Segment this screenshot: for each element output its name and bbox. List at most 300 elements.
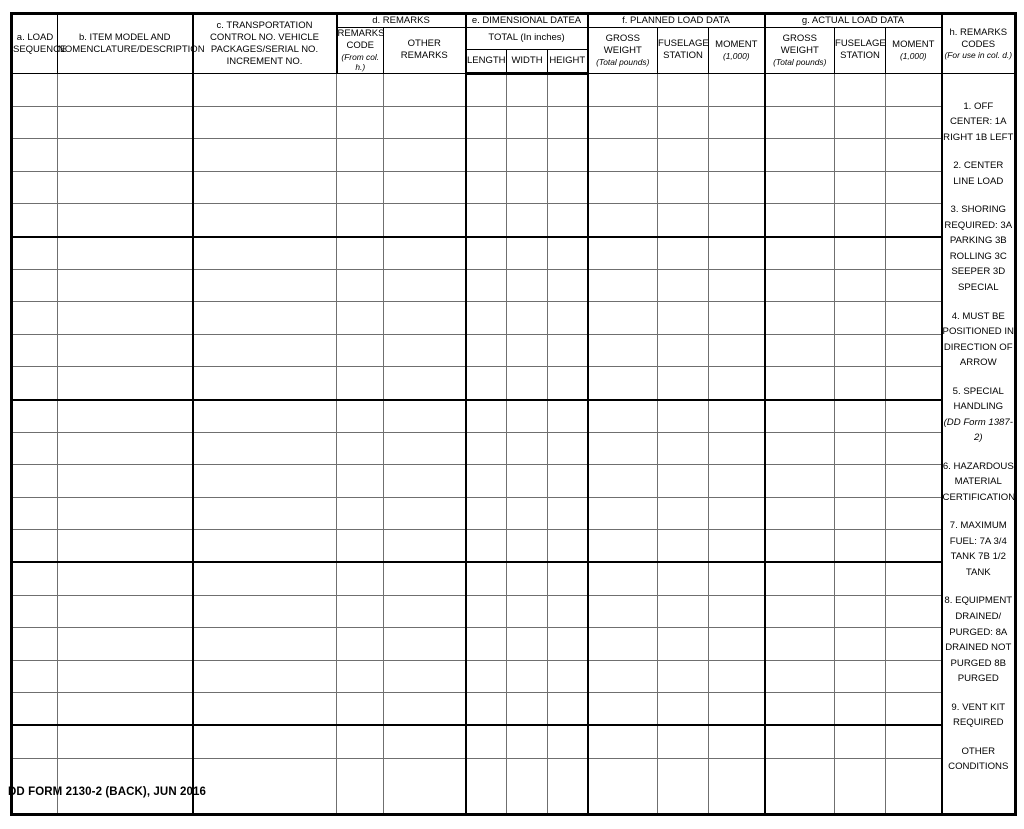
cell-a[interactable] <box>12 400 58 433</box>
cell-d_other[interactable] <box>384 497 466 529</box>
cell-e_width[interactable] <box>507 73 548 106</box>
cell-a[interactable] <box>12 334 58 366</box>
cell-f_gw[interactable] <box>588 204 658 237</box>
cell-e_height[interactable] <box>548 725 588 758</box>
cell-g_fs[interactable] <box>835 367 886 400</box>
cell-a[interactable] <box>12 73 58 106</box>
cell-c[interactable] <box>193 628 337 660</box>
cell-d_code[interactable] <box>337 204 384 237</box>
cell-f_mo[interactable] <box>709 693 765 726</box>
cell-c[interactable] <box>193 367 337 400</box>
cell-g_mo[interactable] <box>886 628 942 660</box>
cell-d_code[interactable] <box>337 595 384 627</box>
cell-e_width[interactable] <box>507 693 548 726</box>
cell-g_mo[interactable] <box>886 660 942 692</box>
cell-d_code[interactable] <box>337 758 384 814</box>
cell-d_code[interactable] <box>337 302 384 334</box>
cell-f_mo[interactable] <box>709 237 765 270</box>
cell-d_other[interactable] <box>384 562 466 595</box>
cell-e_height[interactable] <box>548 334 588 366</box>
cell-e_width[interactable] <box>507 432 548 464</box>
cell-f_mo[interactable] <box>709 139 765 171</box>
cell-f_mo[interactable] <box>709 497 765 529</box>
cell-d_other[interactable] <box>384 628 466 660</box>
cell-f_mo[interactable] <box>709 334 765 366</box>
cell-d_code[interactable] <box>337 497 384 529</box>
cell-e_width[interactable] <box>507 269 548 301</box>
cell-g_gw[interactable] <box>765 465 835 497</box>
cell-g_gw[interactable] <box>765 497 835 529</box>
cell-f_gw[interactable] <box>588 367 658 400</box>
cell-d_other[interactable] <box>384 693 466 726</box>
cell-b[interactable] <box>58 302 193 334</box>
cell-g_gw[interactable] <box>765 562 835 595</box>
cell-c[interactable] <box>193 237 337 270</box>
cell-f_gw[interactable] <box>588 334 658 366</box>
cell-c[interactable] <box>193 73 337 106</box>
cell-g_gw[interactable] <box>765 302 835 334</box>
cell-f_mo[interactable] <box>709 465 765 497</box>
cell-f_fs[interactable] <box>658 237 709 270</box>
cell-f_mo[interactable] <box>709 758 765 814</box>
cell-e_length[interactable] <box>466 660 507 692</box>
cell-e_width[interactable] <box>507 302 548 334</box>
cell-e_length[interactable] <box>466 628 507 660</box>
cell-f_gw[interactable] <box>588 400 658 433</box>
cell-f_gw[interactable] <box>588 237 658 270</box>
cell-a[interactable] <box>12 237 58 270</box>
cell-g_mo[interactable] <box>886 758 942 814</box>
cell-f_fs[interactable] <box>658 465 709 497</box>
cell-e_length[interactable] <box>466 73 507 106</box>
cell-e_width[interactable] <box>507 139 548 171</box>
cell-f_fs[interactable] <box>658 269 709 301</box>
cell-d_code[interactable] <box>337 628 384 660</box>
cell-e_height[interactable] <box>548 562 588 595</box>
cell-f_mo[interactable] <box>709 302 765 334</box>
cell-a[interactable] <box>12 269 58 301</box>
cell-f_fs[interactable] <box>658 171 709 203</box>
cell-d_other[interactable] <box>384 758 466 814</box>
cell-f_gw[interactable] <box>588 595 658 627</box>
cell-e_length[interactable] <box>466 595 507 627</box>
cell-g_mo[interactable] <box>886 465 942 497</box>
cell-a[interactable] <box>12 465 58 497</box>
cell-b[interactable] <box>58 465 193 497</box>
cell-d_code[interactable] <box>337 171 384 203</box>
cell-f_fs[interactable] <box>658 530 709 563</box>
cell-f_mo[interactable] <box>709 400 765 433</box>
cell-g_fs[interactable] <box>835 269 886 301</box>
cell-e_length[interactable] <box>466 107 507 139</box>
cell-d_other[interactable] <box>384 595 466 627</box>
cell-g_mo[interactable] <box>886 432 942 464</box>
cell-g_fs[interactable] <box>835 595 886 627</box>
cell-b[interactable] <box>58 595 193 627</box>
cell-g_mo[interactable] <box>886 139 942 171</box>
cell-g_mo[interactable] <box>886 204 942 237</box>
cell-g_fs[interactable] <box>835 497 886 529</box>
cell-g_gw[interactable] <box>765 400 835 433</box>
cell-c[interactable] <box>193 660 337 692</box>
cell-f_gw[interactable] <box>588 432 658 464</box>
cell-f_gw[interactable] <box>588 302 658 334</box>
cell-g_mo[interactable] <box>886 367 942 400</box>
cell-b[interactable] <box>58 204 193 237</box>
cell-e_height[interactable] <box>548 302 588 334</box>
cell-g_mo[interactable] <box>886 725 942 758</box>
cell-e_length[interactable] <box>466 237 507 270</box>
cell-f_fs[interactable] <box>658 139 709 171</box>
cell-c[interactable] <box>193 269 337 301</box>
cell-e_width[interactable] <box>507 725 548 758</box>
cell-f_mo[interactable] <box>709 171 765 203</box>
cell-f_mo[interactable] <box>709 204 765 237</box>
cell-e_length[interactable] <box>466 139 507 171</box>
cell-f_fs[interactable] <box>658 367 709 400</box>
cell-d_other[interactable] <box>384 660 466 692</box>
cell-g_gw[interactable] <box>765 758 835 814</box>
cell-f_mo[interactable] <box>709 628 765 660</box>
cell-g_gw[interactable] <box>765 725 835 758</box>
cell-b[interactable] <box>58 237 193 270</box>
cell-g_mo[interactable] <box>886 497 942 529</box>
cell-e_height[interactable] <box>548 269 588 301</box>
cell-a[interactable] <box>12 693 58 726</box>
cell-e_length[interactable] <box>466 758 507 814</box>
cell-f_fs[interactable] <box>658 432 709 464</box>
cell-e_width[interactable] <box>507 758 548 814</box>
cell-a[interactable] <box>12 562 58 595</box>
cell-e_length[interactable] <box>466 497 507 529</box>
cell-d_other[interactable] <box>384 107 466 139</box>
cell-f_fs[interactable] <box>658 334 709 366</box>
cell-b[interactable] <box>58 693 193 726</box>
cell-e_height[interactable] <box>548 595 588 627</box>
cell-b[interactable] <box>58 107 193 139</box>
cell-d_code[interactable] <box>337 139 384 171</box>
cell-f_mo[interactable] <box>709 725 765 758</box>
cell-e_height[interactable] <box>548 73 588 106</box>
cell-d_other[interactable] <box>384 204 466 237</box>
cell-e_height[interactable] <box>548 107 588 139</box>
cell-f_gw[interactable] <box>588 628 658 660</box>
cell-d_other[interactable] <box>384 237 466 270</box>
cell-e_width[interactable] <box>507 204 548 237</box>
cell-f_gw[interactable] <box>588 725 658 758</box>
cell-f_fs[interactable] <box>658 107 709 139</box>
cell-f_mo[interactable] <box>709 269 765 301</box>
cell-c[interactable] <box>193 693 337 726</box>
cell-d_other[interactable] <box>384 139 466 171</box>
cell-g_gw[interactable] <box>765 139 835 171</box>
cell-d_code[interactable] <box>337 693 384 726</box>
cell-g_mo[interactable] <box>886 302 942 334</box>
cell-f_gw[interactable] <box>588 530 658 563</box>
cell-e_width[interactable] <box>507 107 548 139</box>
cell-e_height[interactable] <box>548 497 588 529</box>
cell-e_length[interactable] <box>466 204 507 237</box>
cell-g_mo[interactable] <box>886 562 942 595</box>
cell-c[interactable] <box>193 139 337 171</box>
cell-g_fs[interactable] <box>835 465 886 497</box>
cell-b[interactable] <box>58 139 193 171</box>
cell-a[interactable] <box>12 171 58 203</box>
cell-g_gw[interactable] <box>765 660 835 692</box>
cell-b[interactable] <box>58 334 193 366</box>
cell-d_other[interactable] <box>384 171 466 203</box>
cell-g_gw[interactable] <box>765 367 835 400</box>
cell-a[interactable] <box>12 139 58 171</box>
cell-g_mo[interactable] <box>886 269 942 301</box>
cell-e_length[interactable] <box>466 432 507 464</box>
cell-d_other[interactable] <box>384 73 466 106</box>
cell-g_mo[interactable] <box>886 693 942 726</box>
cell-e_width[interactable] <box>507 465 548 497</box>
cell-e_height[interactable] <box>548 628 588 660</box>
cell-e_width[interactable] <box>507 628 548 660</box>
cell-c[interactable] <box>193 107 337 139</box>
cell-e_height[interactable] <box>548 204 588 237</box>
cell-e_length[interactable] <box>466 269 507 301</box>
cell-f_fs[interactable] <box>658 400 709 433</box>
cell-f_gw[interactable] <box>588 171 658 203</box>
cell-f_fs[interactable] <box>658 497 709 529</box>
cell-a[interactable] <box>12 660 58 692</box>
cell-e_width[interactable] <box>507 660 548 692</box>
cell-e_width[interactable] <box>507 334 548 366</box>
cell-d_code[interactable] <box>337 660 384 692</box>
cell-c[interactable] <box>193 204 337 237</box>
cell-f_gw[interactable] <box>588 660 658 692</box>
cell-e_length[interactable] <box>466 465 507 497</box>
cell-f_mo[interactable] <box>709 73 765 106</box>
cell-d_code[interactable] <box>337 725 384 758</box>
cell-b[interactable] <box>58 530 193 563</box>
cell-c[interactable] <box>193 595 337 627</box>
cell-g_mo[interactable] <box>886 73 942 106</box>
cell-e_width[interactable] <box>507 400 548 433</box>
cell-c[interactable] <box>193 497 337 529</box>
cell-f_gw[interactable] <box>588 758 658 814</box>
cell-g_fs[interactable] <box>835 302 886 334</box>
cell-f_gw[interactable] <box>588 107 658 139</box>
cell-f_mo[interactable] <box>709 107 765 139</box>
cell-e_length[interactable] <box>466 302 507 334</box>
cell-g_fs[interactable] <box>835 432 886 464</box>
cell-d_other[interactable] <box>384 432 466 464</box>
cell-g_mo[interactable] <box>886 107 942 139</box>
cell-c[interactable] <box>193 562 337 595</box>
cell-f_mo[interactable] <box>709 367 765 400</box>
cell-f_gw[interactable] <box>588 497 658 529</box>
cell-c[interactable] <box>193 432 337 464</box>
cell-c[interactable] <box>193 725 337 758</box>
cell-a[interactable] <box>12 628 58 660</box>
cell-d_other[interactable] <box>384 269 466 301</box>
cell-c[interactable] <box>193 465 337 497</box>
cell-a[interactable] <box>12 302 58 334</box>
cell-f_fs[interactable] <box>658 302 709 334</box>
cell-f_gw[interactable] <box>588 465 658 497</box>
cell-g_fs[interactable] <box>835 334 886 366</box>
cell-e_length[interactable] <box>466 530 507 563</box>
cell-b[interactable] <box>58 400 193 433</box>
cell-g_fs[interactable] <box>835 693 886 726</box>
cell-g_gw[interactable] <box>765 237 835 270</box>
cell-f_fs[interactable] <box>658 73 709 106</box>
cell-g_gw[interactable] <box>765 204 835 237</box>
cell-g_fs[interactable] <box>835 725 886 758</box>
cell-g_fs[interactable] <box>835 562 886 595</box>
cell-g_gw[interactable] <box>765 693 835 726</box>
cell-e_width[interactable] <box>507 530 548 563</box>
cell-g_mo[interactable] <box>886 595 942 627</box>
cell-f_gw[interactable] <box>588 139 658 171</box>
cell-e_width[interactable] <box>507 237 548 270</box>
cell-g_gw[interactable] <box>765 73 835 106</box>
cell-g_fs[interactable] <box>835 237 886 270</box>
cell-b[interactable] <box>58 562 193 595</box>
cell-g_fs[interactable] <box>835 171 886 203</box>
cell-f_fs[interactable] <box>658 595 709 627</box>
cell-g_mo[interactable] <box>886 400 942 433</box>
cell-d_code[interactable] <box>337 73 384 106</box>
cell-e_height[interactable] <box>548 758 588 814</box>
cell-e_height[interactable] <box>548 432 588 464</box>
cell-b[interactable] <box>58 367 193 400</box>
cell-f_fs[interactable] <box>658 562 709 595</box>
cell-a[interactable] <box>12 107 58 139</box>
cell-f_gw[interactable] <box>588 562 658 595</box>
cell-d_code[interactable] <box>337 465 384 497</box>
cell-f_fs[interactable] <box>658 693 709 726</box>
cell-g_fs[interactable] <box>835 204 886 237</box>
cell-e_width[interactable] <box>507 367 548 400</box>
cell-d_code[interactable] <box>337 107 384 139</box>
cell-e_height[interactable] <box>548 465 588 497</box>
cell-e_length[interactable] <box>466 693 507 726</box>
cell-c[interactable] <box>193 334 337 366</box>
cell-d_other[interactable] <box>384 302 466 334</box>
cell-d_other[interactable] <box>384 334 466 366</box>
cell-e_width[interactable] <box>507 562 548 595</box>
cell-g_gw[interactable] <box>765 269 835 301</box>
cell-f_mo[interactable] <box>709 595 765 627</box>
cell-e_height[interactable] <box>548 530 588 563</box>
cell-e_length[interactable] <box>466 334 507 366</box>
cell-d_other[interactable] <box>384 465 466 497</box>
cell-g_mo[interactable] <box>886 237 942 270</box>
cell-d_other[interactable] <box>384 400 466 433</box>
cell-b[interactable] <box>58 269 193 301</box>
cell-g_fs[interactable] <box>835 628 886 660</box>
cell-g_gw[interactable] <box>765 107 835 139</box>
cell-d_code[interactable] <box>337 562 384 595</box>
cell-c[interactable] <box>193 758 337 814</box>
cell-a[interactable] <box>12 595 58 627</box>
cell-f_fs[interactable] <box>658 758 709 814</box>
cell-g_gw[interactable] <box>765 595 835 627</box>
cell-d_other[interactable] <box>384 530 466 563</box>
cell-a[interactable] <box>12 432 58 464</box>
cell-f_fs[interactable] <box>658 660 709 692</box>
cell-g_gw[interactable] <box>765 334 835 366</box>
cell-a[interactable] <box>12 530 58 563</box>
cell-f_fs[interactable] <box>658 204 709 237</box>
cell-e_height[interactable] <box>548 367 588 400</box>
cell-g_fs[interactable] <box>835 758 886 814</box>
cell-g_mo[interactable] <box>886 334 942 366</box>
cell-e_height[interactable] <box>548 400 588 433</box>
cell-e_length[interactable] <box>466 725 507 758</box>
cell-f_mo[interactable] <box>709 530 765 563</box>
cell-e_length[interactable] <box>466 562 507 595</box>
cell-a[interactable] <box>12 204 58 237</box>
cell-f_fs[interactable] <box>658 725 709 758</box>
cell-e_width[interactable] <box>507 171 548 203</box>
cell-d_code[interactable] <box>337 367 384 400</box>
cell-f_gw[interactable] <box>588 693 658 726</box>
cell-g_gw[interactable] <box>765 432 835 464</box>
cell-g_fs[interactable] <box>835 107 886 139</box>
cell-g_gw[interactable] <box>765 628 835 660</box>
cell-g_fs[interactable] <box>835 139 886 171</box>
cell-d_code[interactable] <box>337 269 384 301</box>
cell-g_fs[interactable] <box>835 73 886 106</box>
cell-e_length[interactable] <box>466 171 507 203</box>
cell-e_width[interactable] <box>507 497 548 529</box>
cell-g_mo[interactable] <box>886 530 942 563</box>
cell-e_length[interactable] <box>466 400 507 433</box>
cell-b[interactable] <box>58 497 193 529</box>
cell-d_other[interactable] <box>384 367 466 400</box>
cell-f_gw[interactable] <box>588 73 658 106</box>
cell-g_mo[interactable] <box>886 171 942 203</box>
cell-c[interactable] <box>193 302 337 334</box>
cell-a[interactable] <box>12 497 58 529</box>
cell-b[interactable] <box>58 432 193 464</box>
cell-c[interactable] <box>193 171 337 203</box>
cell-e_height[interactable] <box>548 237 588 270</box>
cell-f_mo[interactable] <box>709 432 765 464</box>
cell-e_height[interactable] <box>548 693 588 726</box>
cell-d_code[interactable] <box>337 432 384 464</box>
cell-d_code[interactable] <box>337 237 384 270</box>
cell-g_gw[interactable] <box>765 171 835 203</box>
cell-e_height[interactable] <box>548 139 588 171</box>
cell-b[interactable] <box>58 725 193 758</box>
cell-a[interactable] <box>12 725 58 758</box>
cell-b[interactable] <box>58 73 193 106</box>
cell-e_width[interactable] <box>507 595 548 627</box>
cell-f_fs[interactable] <box>658 628 709 660</box>
cell-g_fs[interactable] <box>835 400 886 433</box>
cell-d_code[interactable] <box>337 334 384 366</box>
cell-d_other[interactable] <box>384 725 466 758</box>
cell-e_height[interactable] <box>548 171 588 203</box>
cell-c[interactable] <box>193 530 337 563</box>
cell-f_mo[interactable] <box>709 562 765 595</box>
cell-b[interactable] <box>58 171 193 203</box>
cell-g_fs[interactable] <box>835 530 886 563</box>
cell-f_gw[interactable] <box>588 269 658 301</box>
cell-b[interactable] <box>58 628 193 660</box>
cell-g_fs[interactable] <box>835 660 886 692</box>
cell-g_gw[interactable] <box>765 530 835 563</box>
cell-c[interactable] <box>193 400 337 433</box>
cell-d_code[interactable] <box>337 400 384 433</box>
